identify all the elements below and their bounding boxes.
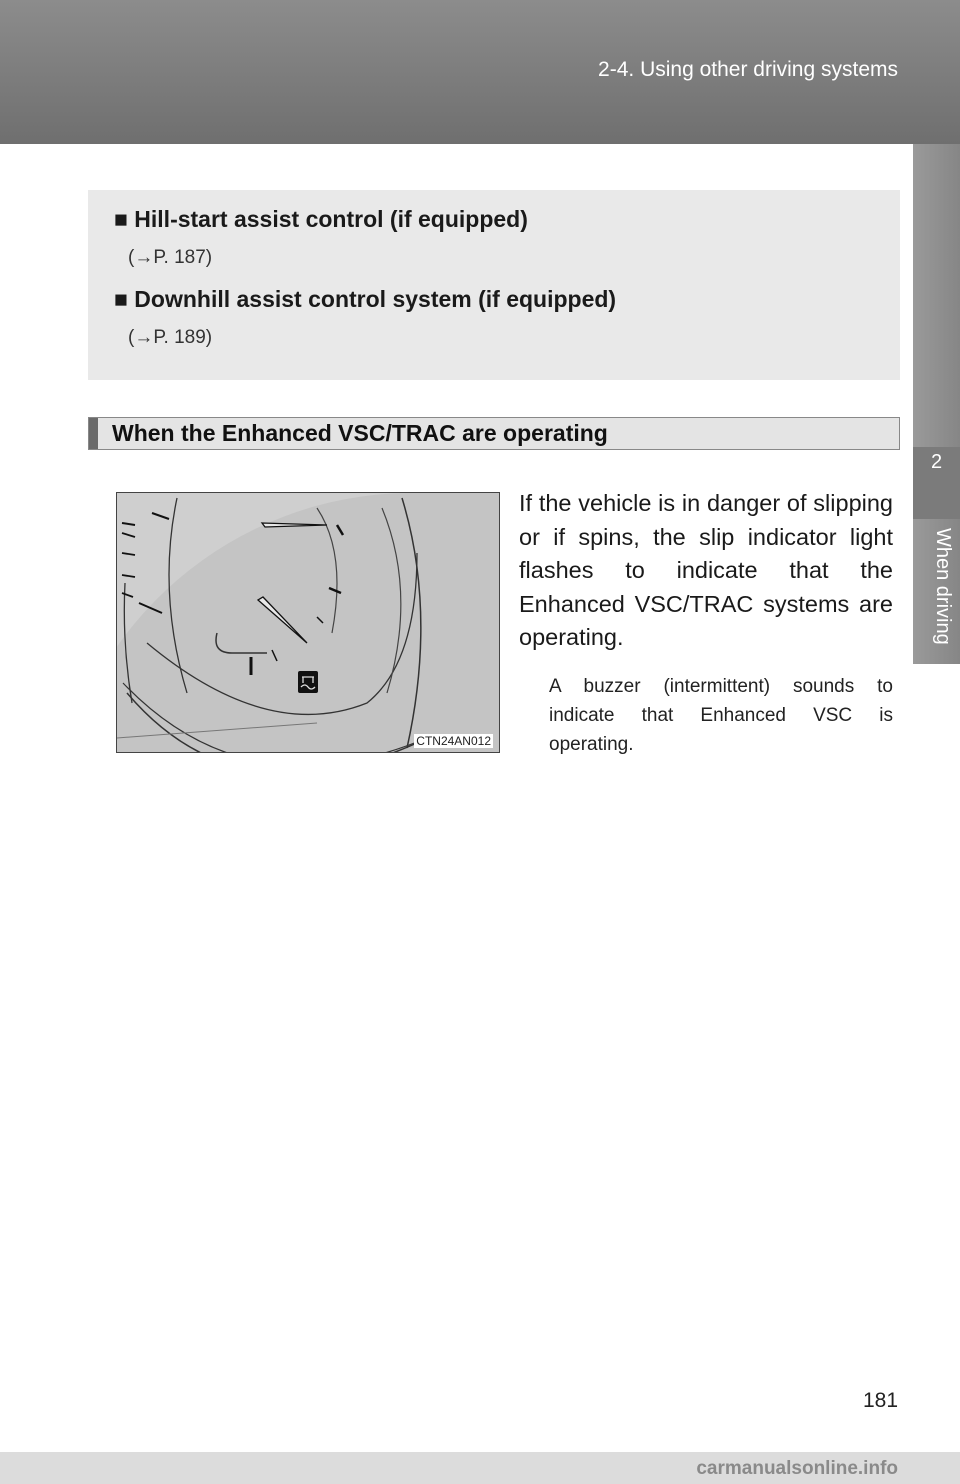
body-paragraph: If the vehicle is in danger of slipping or if spins, the slip indicator light flashes to indicate that the Enhanced VSC/TRAC systems are operating. [519,490,893,650]
page-reference-link[interactable]: (→P. 189) [128,327,213,348]
section-title: When the Enhanced VSC/TRAC are operating [112,420,608,446]
info-heading [114,286,616,313]
square-bullet-icon: ■ [114,286,135,312]
info-item-downhill-assist [114,286,616,349]
chapter-number-text: 2 [930,451,943,473]
slip-indicator-icon [298,671,318,693]
info-panel [88,190,900,380]
body-note: A buzzer (intermittent) sounds to indicate that Enhanced VSC is operating. [549,676,893,755]
gauge-illustration [117,493,500,753]
info-heading [114,206,528,233]
section-heading-bar [88,417,900,450]
figure-code: CTN24AN012 [416,734,491,748]
section-accent [89,418,98,449]
section-header-title: 2-4. Using other driving systems [598,58,898,81]
square-bullet-icon: ■ [114,206,135,232]
page-reference-link[interactable]: (→P. 187) [128,247,213,268]
page-number: 181 [863,1389,899,1412]
chapter-label: When driving [932,528,954,645]
page-header [0,0,960,144]
instrument-cluster-figure [116,492,500,753]
info-heading-text: Downhill assist control system (if equipped) [134,286,617,312]
chapter-number [913,447,960,519]
info-heading-text: Hill-start assist control (if equipped) [134,206,528,232]
info-item-hill-start [114,206,528,269]
watermark-text: carmanualsonline.info [696,1458,898,1479]
